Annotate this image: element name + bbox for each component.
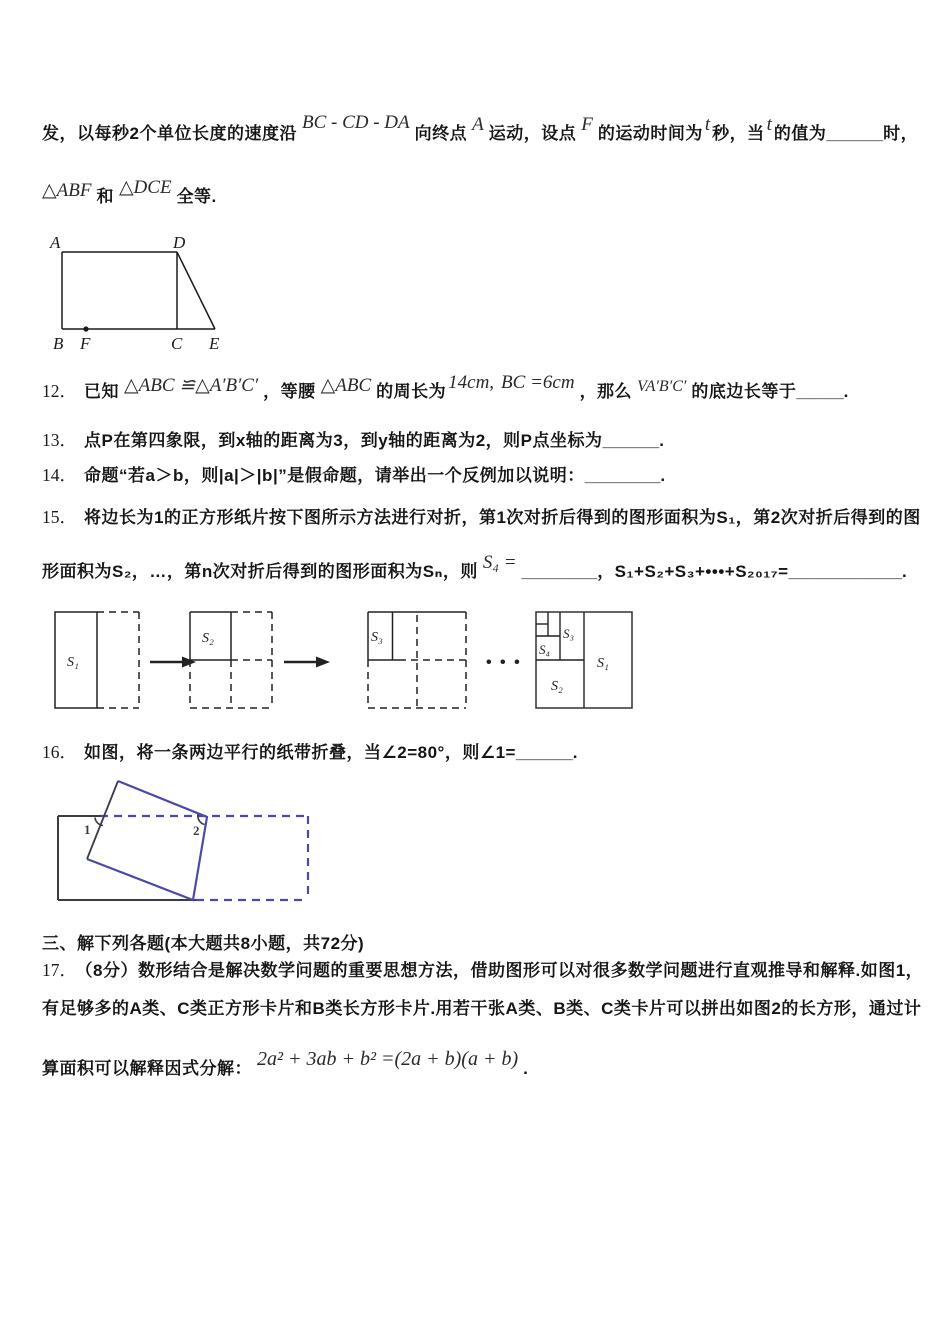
fold-step2	[190, 612, 272, 708]
fig2-s2-label: S₂	[202, 631, 214, 646]
q13-blank: ______	[602, 431, 660, 450]
strip-solid-outline	[58, 816, 196, 900]
q11-formula-triangle-abf: △ABF	[42, 180, 92, 201]
q15-formula-s4: S₄ =	[482, 552, 517, 573]
fig1-label-d: D	[173, 233, 186, 252]
figure-rectangle-abcd-triangle-dce	[45, 232, 240, 360]
q11-text-6: 的值为	[773, 124, 827, 143]
q11-text-4: 的运动时间为	[597, 124, 703, 143]
q11-text-8: 和	[96, 187, 114, 206]
figure1-lines	[62, 252, 215, 329]
q12-period: .	[843, 382, 849, 401]
q15-blank2: ____________	[788, 562, 902, 581]
q12-formula-congruence: △ABC ≌△A′B′C′	[124, 375, 259, 396]
q11-text-9: 全等.	[176, 187, 217, 206]
fig1-label-c: C	[171, 334, 183, 353]
q15-text-1: 将边长为1的正方形纸片按下图所示方法进行对折，第1次对折后得到的图形面积为S₁，第2次对折后得到的图	[84, 508, 921, 527]
fig2-result-s2-label: S₂	[551, 679, 563, 694]
fig2-result-s4-label: S₄	[539, 642, 551, 657]
q11-line2	[42, 176, 217, 207]
q12-text-3: 的周长为	[376, 382, 447, 401]
q12-formula-triangle-abc: △ABC	[320, 375, 372, 396]
q11-line1	[42, 112, 918, 144]
q11-text-5: 秒，当	[712, 124, 765, 143]
fig2-s3-label: S₃	[371, 630, 383, 645]
fig2-s1-label: S₁	[67, 655, 79, 670]
q13-text: 点P在第四象限，到x轴的距离为3，到y轴的距离为2，则P点坐标为	[84, 431, 603, 450]
q17-text-2: 有足够多的A类、C类正方形卡片和B类长方形卡片.用若干张A类、B类、C类卡片可以拼出如图2的长方形，通过计	[42, 999, 922, 1018]
q16-number: 16．	[42, 742, 77, 762]
q11-text-3: 运动，设点	[488, 124, 577, 143]
q11-formula-t2: t	[766, 114, 772, 135]
q14-number: 14．	[42, 465, 77, 485]
q12-blank: _____	[796, 382, 844, 401]
q16-blank: ______	[515, 743, 573, 762]
figure-folding-squares	[50, 600, 645, 725]
q12-text-5: 的底边长等于	[691, 382, 797, 401]
q14-line	[42, 461, 666, 487]
q11-text-7: 时，	[883, 124, 919, 143]
q15-line1	[42, 503, 921, 529]
q17-text-3: 算面积可以解释因式分解：	[42, 1059, 252, 1078]
fig1-label-f: F	[80, 334, 91, 353]
folded-flap	[87, 781, 207, 900]
q13-period: .	[659, 431, 665, 450]
fold-result	[536, 612, 632, 708]
q15-line2	[42, 552, 907, 582]
figure-folded-strip	[48, 772, 318, 912]
fig1-label-b: B	[53, 334, 64, 353]
angle-1-label: 1	[84, 822, 91, 837]
q17-number: 17．	[42, 960, 77, 980]
q15-text-3: ，S₁+S₂+S₃+•••+S₂₀₁₇=	[597, 562, 789, 581]
q15-number: 15．	[42, 507, 77, 527]
q17-formula-factorization: 2a² + 3ab + b² =(2a + b)(a + b)	[257, 1048, 519, 1070]
q17-line2	[42, 994, 921, 1019]
q12-line	[42, 372, 849, 403]
q12-formula-perimeter: 14cm,	[448, 372, 495, 393]
fold-crease	[87, 781, 118, 859]
q11-blank: ______	[826, 124, 884, 143]
fig2-result-s3-label: S₃	[563, 626, 575, 641]
fig1-label-e: E	[209, 334, 220, 353]
q15-text-2: 形面积为S₂，…，第n次对折后得到的图形面积为Sₙ，则	[42, 562, 478, 581]
q14-text: 命题“若a＞b，则|a|＞|b|”是假命题，请举出一个反例加以说明：	[84, 466, 585, 485]
angle-2-label: 2	[193, 823, 200, 838]
q17-text-1: 数形结合是解决数学问题的重要思想方法，借助图形可以对很多数学问题进行直观推导和解释.如图1，	[137, 961, 924, 980]
q12-text-4: ，那么	[579, 382, 633, 401]
q16-period: .	[572, 743, 578, 762]
q17-line3	[42, 1048, 528, 1079]
q11-text-1: 发，以每秒2个单位长度的速度沿	[42, 124, 297, 143]
fold-step3	[368, 612, 466, 708]
q14-blank: ________	[584, 466, 661, 485]
ellipsis-dots: • • •	[486, 654, 522, 671]
q15-blank1: ________	[521, 562, 598, 581]
q11-formula-path: BC - CD - DA	[301, 112, 410, 133]
q13-number: 13．	[42, 430, 77, 450]
arrow-right-icon	[284, 657, 330, 668]
q12-number: 12．	[42, 381, 77, 401]
q17-score: （8分）	[84, 961, 138, 980]
q12-formula-bc: BC =6cm	[501, 372, 575, 393]
q12-text-1: 已知	[84, 382, 119, 401]
q11-formula-triangle-dce: △DCE	[118, 177, 172, 198]
q17-line1	[42, 956, 923, 982]
q12-formula-triangle-a1b1c1: VA′B′C′	[637, 378, 687, 395]
q12-text-2: ，等腰	[263, 382, 316, 401]
q11-text-2: 向终点	[414, 124, 468, 143]
q11-formula-point-f: F	[581, 114, 593, 135]
q15-period: .	[902, 562, 908, 581]
q13-line	[42, 426, 664, 452]
section3-heading	[42, 929, 364, 954]
q11-formula-point-a: A	[472, 114, 484, 135]
section3-heading-text: 三、解下列各题(本大题共8小题，共72分)	[42, 934, 365, 953]
q14-period: .	[660, 466, 666, 485]
q11-formula-t1: t	[704, 114, 711, 135]
fold-step1	[55, 612, 139, 708]
fig2-result-s1-label: S₁	[597, 656, 609, 671]
q16-text: 如图，将一条两边平行的纸带折叠，当∠2=80°，则∠1=	[84, 743, 516, 762]
q16-line	[42, 738, 578, 764]
point-f-dot	[83, 326, 88, 331]
fig1-label-a: A	[50, 233, 61, 252]
arrow-right-icon	[150, 657, 196, 668]
q17-period: .	[523, 1059, 529, 1078]
